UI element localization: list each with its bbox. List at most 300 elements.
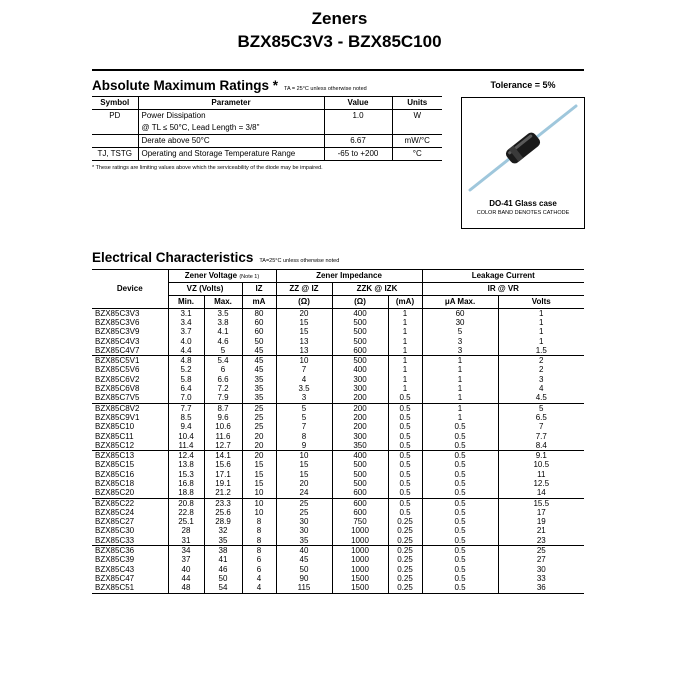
ec-cell-vz-min: 48 bbox=[168, 584, 204, 594]
ec-cell-izk: 1 bbox=[388, 328, 422, 337]
ec-cell-device: BZX85C47 bbox=[95, 573, 135, 583]
tolerance-label: Tolerance = 5% bbox=[490, 80, 556, 90]
ec-cell-ir: 3 bbox=[422, 346, 498, 356]
ec-cell-vz-max: 10.6 bbox=[204, 423, 242, 432]
ec-cell-zzk: 350 bbox=[332, 441, 388, 451]
ec-cell-ir: 0.5 bbox=[422, 536, 498, 546]
ec-group-header-row bbox=[92, 270, 584, 283]
ec-unit-vr: Volts bbox=[498, 296, 584, 309]
ec-cell-iz: 6 bbox=[242, 556, 276, 565]
table-row bbox=[92, 461, 584, 470]
abs-max-cell-units: mW/°C bbox=[392, 135, 442, 148]
table-row bbox=[92, 413, 584, 422]
abs-max-body bbox=[92, 110, 442, 161]
ec-cell-device: BZX85C33 bbox=[92, 536, 168, 546]
ec-cell-vr: 1 bbox=[498, 318, 584, 327]
ec-cell-ir: 0.5 bbox=[422, 556, 498, 565]
table-row bbox=[92, 432, 584, 441]
table-row bbox=[92, 441, 584, 451]
ec-cell-vr: 1.5 bbox=[498, 346, 584, 356]
ec-cell-vz-min: 25.1 bbox=[168, 518, 204, 527]
ec-cell-device: BZX85C24 bbox=[95, 507, 135, 517]
ec-cell-izk: 1 bbox=[388, 375, 422, 384]
ec-cell-device: BZX85C12 bbox=[92, 441, 168, 451]
ec-cell-vr: 14 bbox=[498, 489, 584, 499]
ec-cell-zzk: 1500 bbox=[332, 584, 388, 594]
ec-cell-izk: 0.5 bbox=[388, 470, 422, 479]
ec-cell-ir: 0.5 bbox=[422, 479, 498, 488]
ec-cell-zzk: 200 bbox=[332, 403, 388, 413]
ec-cell-zz: 13 bbox=[276, 346, 332, 356]
ec-cell-izk: 0.25 bbox=[388, 584, 422, 594]
ec-cell-zzk: 1000 bbox=[332, 565, 388, 574]
table-row bbox=[92, 489, 584, 499]
ec-cell-iz: 8 bbox=[242, 546, 276, 556]
ec-cell-vr: 25 bbox=[498, 546, 584, 556]
page-subtitle: BZX85C3V3 - BZX85C100 bbox=[237, 32, 442, 51]
ec-cell-izk: 1 bbox=[388, 318, 422, 327]
ec-cell-zz: 24 bbox=[276, 489, 332, 499]
ec-cell-izk: 0.5 bbox=[388, 489, 422, 499]
abs-max-cell-symbol bbox=[92, 122, 138, 135]
electrical-condition: TA=25°C unless otherwise noted bbox=[259, 258, 340, 264]
ec-cell-zz: 20 bbox=[276, 479, 332, 488]
ec-cell-ir: 1 bbox=[422, 366, 498, 375]
ec-cell-ir: 3 bbox=[422, 337, 498, 346]
ec-cell-zzk: 300 bbox=[332, 384, 388, 393]
abs-max-header-symbol: Symbol bbox=[92, 97, 138, 110]
ec-cell-vz-min: 4.0 bbox=[168, 337, 204, 346]
ec-cell-device: BZX85C51 bbox=[92, 584, 168, 594]
ec-cell-izk: 0.5 bbox=[388, 403, 422, 413]
ec-cell-ir: 0.5 bbox=[422, 584, 498, 594]
ec-cell-vr: 4 bbox=[498, 384, 584, 393]
abs-max-header-parameter: Parameter bbox=[138, 97, 324, 110]
ec-cell-vz-min: 3.1 bbox=[168, 309, 204, 319]
ec-cell-vz-max: 19.1 bbox=[204, 479, 242, 488]
ec-cell-vz-min: 22.8 bbox=[168, 508, 204, 517]
ec-cell-zzk: 1000 bbox=[332, 536, 388, 546]
ec-cell-ir: 0.5 bbox=[422, 574, 498, 583]
ec-cell-ir: 0.5 bbox=[422, 527, 498, 536]
ec-cell-device: BZX85C5V6 bbox=[95, 365, 140, 375]
ec-header-iz: IZ bbox=[242, 283, 276, 296]
ec-cell-ir: 0.5 bbox=[422, 508, 498, 517]
package-note: COLOR BAND DENOTES CATHODE bbox=[476, 210, 570, 216]
ec-cell-vz-max: 3.8 bbox=[204, 318, 242, 327]
ec-header-zener-voltage-note: (Note 1) bbox=[239, 273, 260, 280]
ec-cell-zz: 3.5 bbox=[276, 384, 332, 393]
table-row bbox=[92, 536, 584, 546]
abs-max-row bbox=[92, 148, 442, 161]
ec-cell-vr: 12.5 bbox=[498, 479, 584, 488]
ec-unit-ir: μA Max. bbox=[422, 296, 498, 309]
ec-cell-ir: 0.5 bbox=[422, 489, 498, 499]
ec-cell-device: BZX85C4V3 bbox=[95, 336, 140, 346]
abs-max-condition: TA = 25°C unless otherwise noted bbox=[284, 86, 367, 92]
ec-cell-vz-max: 7.9 bbox=[204, 394, 242, 404]
table-row bbox=[92, 423, 584, 432]
ec-cell-zzk: 500 bbox=[332, 470, 388, 479]
ec-cell-zzk: 600 bbox=[332, 498, 388, 508]
ec-cell-vz-min: 11.4 bbox=[168, 441, 204, 451]
ec-cell-zz: 7 bbox=[276, 423, 332, 432]
ec-cell-zz: 25 bbox=[276, 508, 332, 517]
ec-cell-device: BZX85C15 bbox=[95, 460, 135, 470]
ec-cell-device: BZX85C3V6 bbox=[95, 317, 140, 327]
ec-cell-vz-min: 6.4 bbox=[168, 384, 204, 393]
ec-cell-device: BZX85C6V2 bbox=[95, 374, 140, 384]
ec-header-zener-voltage bbox=[168, 270, 276, 283]
ec-cell-vz-max: 35 bbox=[204, 536, 242, 546]
abs-max-cell-symbol: TJ, TSTG bbox=[92, 148, 138, 161]
ec-cell-iz: 50 bbox=[242, 337, 276, 346]
ec-cell-izk: 0.5 bbox=[388, 394, 422, 404]
ec-cell-ir: 1 bbox=[422, 375, 498, 384]
abs-max-footnote: * These ratings are limiting values above which the serviceability of the diode may be impaired. bbox=[92, 165, 323, 171]
ec-cell-vz-max: 7.2 bbox=[204, 384, 242, 393]
ec-cell-iz: 25 bbox=[242, 413, 276, 422]
table-row bbox=[92, 479, 584, 488]
ec-cell-device: BZX85C6V8 bbox=[95, 384, 140, 394]
table-row bbox=[92, 328, 584, 337]
ec-cell-izk: 0.5 bbox=[388, 479, 422, 488]
ec-cell-ir: 0.5 bbox=[422, 470, 498, 479]
table-row bbox=[92, 346, 584, 356]
abs-max-row bbox=[92, 122, 442, 135]
ec-cell-ir: 1 bbox=[422, 356, 498, 366]
ec-cell-vz-max: 5 bbox=[204, 346, 242, 356]
ec-cell-vz-max: 6.6 bbox=[204, 375, 242, 384]
ec-cell-iz: 10 bbox=[242, 508, 276, 517]
ec-cell-izk: 1 bbox=[388, 309, 422, 319]
ec-cell-zzk: 750 bbox=[332, 518, 388, 527]
ec-cell-iz: 20 bbox=[242, 441, 276, 451]
table-row bbox=[92, 375, 584, 384]
ec-cell-vr: 3 bbox=[498, 375, 584, 384]
ec-cell-iz: 45 bbox=[242, 366, 276, 375]
ec-cell-vr: 33 bbox=[498, 574, 584, 583]
ec-cell-vz-min: 4.8 bbox=[168, 356, 204, 366]
ec-cell-iz: 8 bbox=[242, 518, 276, 527]
ec-cell-izk: 0.5 bbox=[388, 413, 422, 422]
table-row bbox=[92, 309, 584, 319]
ec-cell-device: BZX85C3V9 bbox=[95, 327, 140, 337]
ec-unit-min: Min. bbox=[168, 296, 204, 309]
ec-cell-vr: 1 bbox=[498, 328, 584, 337]
ec-cell-izk: 1 bbox=[388, 337, 422, 346]
ec-cell-vz-max: 9.6 bbox=[204, 413, 242, 422]
abs-max-cell-parameter: Derate above 50°C bbox=[138, 135, 324, 148]
ec-header-leakage-current: Leakage Current bbox=[422, 270, 584, 283]
ec-cell-device: BZX85C27 bbox=[95, 517, 135, 527]
ec-cell-vz-min: 37 bbox=[168, 556, 204, 565]
ec-cell-iz: 10 bbox=[242, 498, 276, 508]
ec-cell-vr: 9.1 bbox=[498, 451, 584, 461]
ec-cell-vz-max: 14.1 bbox=[204, 451, 242, 461]
ec-cell-vz-max: 32 bbox=[204, 527, 242, 536]
ec-cell-zzk: 500 bbox=[332, 461, 388, 470]
table-row bbox=[92, 470, 584, 479]
ec-cell-iz: 35 bbox=[242, 394, 276, 404]
ec-cell-zzk: 200 bbox=[332, 413, 388, 422]
ec-cell-vz-min: 20.8 bbox=[168, 498, 204, 508]
electrical-title: Electrical Characteristics bbox=[92, 250, 254, 265]
ec-cell-izk: 0.5 bbox=[388, 498, 422, 508]
ec-cell-vr: 4.5 bbox=[498, 394, 584, 404]
ec-cell-ir: 0.5 bbox=[422, 461, 498, 470]
ec-cell-iz: 25 bbox=[242, 423, 276, 432]
ec-cell-vz-min: 10.4 bbox=[168, 432, 204, 441]
ec-cell-zzk: 1000 bbox=[332, 527, 388, 536]
ec-cell-zz: 45 bbox=[276, 556, 332, 565]
ec-cell-zz: 9 bbox=[276, 441, 332, 451]
ec-cell-device: BZX85C7V5 bbox=[92, 394, 168, 404]
ec-cell-device: BZX85C20 bbox=[92, 489, 168, 499]
ec-cell-vr: 19 bbox=[498, 518, 584, 527]
ec-cell-vz-max: 11.6 bbox=[204, 432, 242, 441]
ec-cell-vz-min: 5.8 bbox=[168, 375, 204, 384]
ec-cell-zz: 15 bbox=[276, 470, 332, 479]
ec-cell-vz-min: 7.0 bbox=[168, 394, 204, 404]
abs-max-row bbox=[92, 135, 442, 148]
ec-cell-izk: 0.25 bbox=[388, 574, 422, 583]
ec-cell-zzk: 400 bbox=[332, 309, 388, 319]
ec-cell-iz: 60 bbox=[242, 328, 276, 337]
ec-header-vz: VZ (Volts) bbox=[168, 283, 242, 296]
ec-cell-zzk: 1000 bbox=[332, 546, 388, 556]
ec-cell-zz: 8 bbox=[276, 432, 332, 441]
ec-cell-vz-min: 28 bbox=[168, 527, 204, 536]
ec-cell-device: BZX85C3V3 bbox=[95, 308, 140, 318]
ec-cell-zzk: 500 bbox=[332, 318, 388, 327]
ec-cell-izk: 0.25 bbox=[388, 518, 422, 527]
ec-cell-iz: 8 bbox=[242, 536, 276, 546]
ec-cell-iz: 20 bbox=[242, 432, 276, 441]
abs-max-header-units: Units bbox=[392, 97, 442, 110]
ec-cell-iz: 35 bbox=[242, 384, 276, 393]
ec-cell-vr: 2 bbox=[498, 356, 584, 366]
ec-cell-iz: 15 bbox=[242, 479, 276, 488]
table-row bbox=[92, 498, 584, 508]
ec-cell-ir: 0.5 bbox=[422, 546, 498, 556]
ec-cell-device: BZX85C18 bbox=[95, 478, 135, 488]
ec-cell-vz-min: 4.4 bbox=[168, 346, 204, 356]
ec-cell-vr: 7 bbox=[498, 423, 584, 432]
ec-cell-vz-max: 6 bbox=[204, 366, 242, 375]
abs-max-cell-units: °C bbox=[392, 148, 442, 161]
ec-cell-iz: 10 bbox=[242, 489, 276, 499]
ec-cell-zzk: 600 bbox=[332, 489, 388, 499]
ec-cell-device: BZX85C11 bbox=[95, 431, 134, 441]
ec-cell-zzk: 600 bbox=[332, 508, 388, 517]
table-row bbox=[92, 574, 584, 583]
ec-cell-vz-min: 13.8 bbox=[168, 461, 204, 470]
ec-cell-ir: 1 bbox=[422, 394, 498, 404]
ec-cell-vz-min: 15.3 bbox=[168, 470, 204, 479]
abs-max-title: Absolute Maximum Ratings * bbox=[92, 78, 279, 93]
ec-header-device: Device bbox=[92, 270, 168, 309]
ec-unit-zz: (Ω) bbox=[276, 296, 332, 309]
ec-cell-vz-max: 4.1 bbox=[204, 328, 242, 337]
ec-cell-vz-max: 28.9 bbox=[204, 518, 242, 527]
ec-cell-izk: 0.25 bbox=[388, 546, 422, 556]
electrical-table bbox=[92, 269, 584, 594]
ec-cell-zz: 5 bbox=[276, 403, 332, 413]
ec-cell-ir: 0.5 bbox=[422, 423, 498, 432]
ec-cell-ir: 0.5 bbox=[422, 518, 498, 527]
ec-cell-zz: 20 bbox=[276, 309, 332, 319]
ec-cell-izk: 0.5 bbox=[388, 451, 422, 461]
ec-cell-iz: 20 bbox=[242, 451, 276, 461]
table-row bbox=[92, 518, 584, 527]
ec-cell-zz: 40 bbox=[276, 546, 332, 556]
ec-cell-vz-max: 21.2 bbox=[204, 489, 242, 499]
ec-cell-vz-min: 12.4 bbox=[168, 451, 204, 461]
ec-cell-device: BZX85C13 bbox=[95, 451, 135, 461]
table-row bbox=[92, 584, 584, 594]
ec-cell-iz: 45 bbox=[242, 356, 276, 366]
abs-max-header-row bbox=[92, 97, 442, 110]
ec-cell-device: BZX85C5V1 bbox=[95, 356, 140, 366]
ec-cell-iz: 35 bbox=[242, 375, 276, 384]
table-row bbox=[92, 384, 584, 393]
ec-cell-vr: 10.5 bbox=[498, 461, 584, 470]
ec-cell-zzk: 500 bbox=[332, 337, 388, 346]
ec-cell-device: BZX85C16 bbox=[95, 469, 135, 479]
ec-cell-vr: 11 bbox=[498, 470, 584, 479]
ec-cell-vz-max: 12.7 bbox=[204, 441, 242, 451]
ec-cell-device: BZX85C43 bbox=[95, 564, 135, 574]
ec-cell-iz: 80 bbox=[242, 309, 276, 319]
abs-max-table bbox=[92, 96, 442, 161]
ec-cell-vz-max: 38 bbox=[204, 546, 242, 556]
table-row bbox=[92, 527, 584, 536]
ec-cell-izk: 0.25 bbox=[388, 536, 422, 546]
ec-cell-vr: 30 bbox=[498, 565, 584, 574]
ec-cell-vr: 17 bbox=[498, 508, 584, 517]
ec-unit-zzk: (Ω) bbox=[332, 296, 388, 309]
ec-cell-zzk: 300 bbox=[332, 432, 388, 441]
electrical-section-title bbox=[92, 250, 339, 265]
ec-cell-iz: 25 bbox=[242, 403, 276, 413]
ec-cell-vz-min: 40 bbox=[168, 565, 204, 574]
ec-cell-izk: 1 bbox=[388, 356, 422, 366]
ec-cell-iz: 4 bbox=[242, 574, 276, 583]
ec-cell-vr: 23 bbox=[498, 536, 584, 546]
ec-cell-vr: 2 bbox=[498, 366, 584, 375]
ec-cell-vz-max: 46 bbox=[204, 565, 242, 574]
ec-cell-zz: 10 bbox=[276, 356, 332, 366]
ec-cell-zz: 30 bbox=[276, 518, 332, 527]
ec-cell-zz: 15 bbox=[276, 318, 332, 327]
ec-cell-zz: 90 bbox=[276, 574, 332, 583]
ec-cell-vz-min: 9.4 bbox=[168, 423, 204, 432]
ec-cell-izk: 1 bbox=[388, 366, 422, 375]
ec-cell-iz: 4 bbox=[242, 584, 276, 594]
ec-cell-device: BZX85C10 bbox=[95, 422, 135, 432]
ec-cell-ir: 0.5 bbox=[422, 498, 498, 508]
ec-cell-vz-max: 50 bbox=[204, 574, 242, 583]
ec-header-zener-impedance: Zener Impedance bbox=[276, 270, 422, 283]
table-row bbox=[92, 356, 584, 366]
ec-cell-izk: 0.25 bbox=[388, 565, 422, 574]
ec-cell-zz: 5 bbox=[276, 413, 332, 422]
ec-cell-vz-max: 54 bbox=[204, 584, 242, 594]
ec-cell-vz-max: 15.6 bbox=[204, 461, 242, 470]
ec-cell-zzk: 500 bbox=[332, 479, 388, 488]
abs-max-cell-value: 1.0 bbox=[324, 110, 392, 123]
ec-cell-device: BZX85C9V1 bbox=[95, 412, 140, 422]
package-name: DO-41 Glass case bbox=[489, 199, 557, 208]
ec-cell-vr: 6.5 bbox=[498, 413, 584, 422]
ec-cell-vz-min: 44 bbox=[168, 574, 204, 583]
ec-cell-vz-min: 31 bbox=[168, 536, 204, 546]
ec-cell-device: BZX85C22 bbox=[95, 498, 135, 508]
ec-cell-vz-max: 4.6 bbox=[204, 337, 242, 346]
ec-header-zzk: ZZK @ IZK bbox=[332, 283, 422, 296]
ec-cell-zz: 10 bbox=[276, 451, 332, 461]
table-row bbox=[92, 556, 584, 565]
ec-header-ir: IR @ VR bbox=[422, 283, 584, 296]
ec-cell-vz-max: 23.3 bbox=[204, 498, 242, 508]
abs-max-cell-value: 6.67 bbox=[324, 135, 392, 148]
ec-cell-zz: 50 bbox=[276, 565, 332, 574]
ec-cell-iz: 45 bbox=[242, 346, 276, 356]
ec-cell-vz-min: 5.2 bbox=[168, 366, 204, 375]
ec-cell-vr: 1 bbox=[498, 337, 584, 346]
ec-cell-iz: 60 bbox=[242, 318, 276, 327]
header-divider bbox=[92, 69, 584, 71]
table-row bbox=[92, 508, 584, 517]
ec-cell-vz-max: 17.1 bbox=[204, 470, 242, 479]
abs-max-header-value: Value bbox=[324, 97, 392, 110]
ec-cell-ir: 1 bbox=[422, 384, 498, 393]
ec-cell-vr: 5 bbox=[498, 403, 584, 413]
ec-cell-vr: 27 bbox=[498, 556, 584, 565]
ec-cell-vr: 8.4 bbox=[498, 441, 584, 451]
ec-cell-iz: 15 bbox=[242, 470, 276, 479]
ec-cell-zz: 13 bbox=[276, 337, 332, 346]
ec-cell-izk: 1 bbox=[388, 346, 422, 356]
page-title: Zeners bbox=[311, 9, 368, 28]
ec-unit-izk: (mA) bbox=[388, 296, 422, 309]
ec-cell-zzk: 500 bbox=[332, 328, 388, 337]
ec-cell-zz: 4 bbox=[276, 375, 332, 384]
package-box bbox=[461, 97, 585, 229]
ec-cell-device: BZX85C8V2 bbox=[95, 403, 140, 413]
ec-cell-vr: 36 bbox=[498, 584, 584, 594]
ec-cell-zz: 30 bbox=[276, 527, 332, 536]
ec-cell-izk: 0.5 bbox=[388, 423, 422, 432]
abs-max-row bbox=[92, 110, 442, 123]
ec-cell-zz: 3 bbox=[276, 394, 332, 404]
ec-cell-zz: 15 bbox=[276, 328, 332, 337]
abs-max-cell-parameter: @ TL ≤ 50°C, Lead Length = 3/8" bbox=[138, 122, 324, 135]
abs-max-cell-parameter: Operating and Storage Temperature Range bbox=[138, 148, 324, 161]
ec-cell-zzk: 400 bbox=[332, 366, 388, 375]
ec-cell-zzk: 400 bbox=[332, 451, 388, 461]
ec-cell-iz: 15 bbox=[242, 461, 276, 470]
ec-cell-izk: 0.5 bbox=[388, 508, 422, 517]
ec-cell-vz-max: 25.6 bbox=[204, 508, 242, 517]
ec-cell-ir: 0.5 bbox=[422, 432, 498, 441]
ec-cell-vz-min: 3.7 bbox=[168, 328, 204, 337]
table-row bbox=[92, 451, 584, 461]
ec-cell-izk: 1 bbox=[388, 384, 422, 393]
ec-cell-zzk: 200 bbox=[332, 394, 388, 404]
ec-cell-vz-min: 8.5 bbox=[168, 413, 204, 422]
